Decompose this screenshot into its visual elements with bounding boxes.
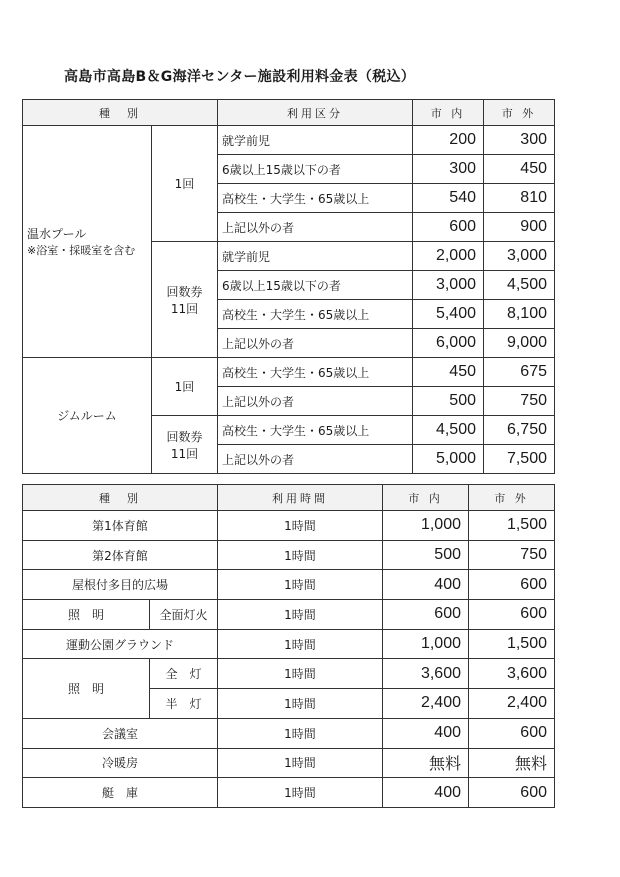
table-row (23, 659, 555, 689)
category-cell: 上記以外の者 (218, 213, 413, 242)
header-nonresident: 市 外 (469, 485, 555, 511)
resident-fee: 400 (383, 718, 469, 748)
table-row (23, 570, 555, 600)
table-row (23, 778, 555, 808)
category-cell: 高校生・大学生・65歳以上 (218, 416, 413, 445)
category-cell: 上記以外の者 (218, 329, 413, 358)
table-header-row (23, 485, 555, 511)
header-resident: 市 内 (383, 485, 469, 511)
nonresident-fee: 600 (469, 778, 555, 808)
facility-sub: 全 灯 (150, 659, 218, 689)
nonresident-fee: 810 (484, 184, 555, 213)
nonresident-fee: 600 (469, 570, 555, 600)
usage-time: 1時間 (218, 748, 383, 778)
facility-name: 艇 庫 (23, 778, 218, 808)
table-row (23, 718, 555, 748)
header-category: 利用区分 (218, 100, 413, 126)
nonresident-fee: 750 (484, 387, 555, 416)
nonresident-fee: 450 (484, 155, 555, 184)
pool-gym-fee-table (22, 99, 555, 474)
nonresident-fee: 1,500 (469, 629, 555, 659)
facility-fee-table (22, 484, 555, 808)
facility-name: 照 明 (23, 600, 150, 630)
usage-time: 1時間 (218, 629, 383, 659)
facility-name: 会議室 (23, 718, 218, 748)
resident-fee: 500 (413, 387, 484, 416)
header-time: 利用時間 (218, 485, 383, 511)
category-cell: 高校生・大学生・65歳以上 (218, 184, 413, 213)
usage-time: 1時間 (218, 718, 383, 748)
resident-fee: 200 (413, 126, 484, 155)
nonresident-fee: 900 (484, 213, 555, 242)
usage-time: 1時間 (218, 689, 383, 719)
pool-single-label: 1回 (152, 126, 218, 242)
nonresident-fee: 8,100 (484, 300, 555, 329)
resident-fee: 1,000 (383, 511, 469, 541)
category-cell: 就学前児 (218, 242, 413, 271)
header-resident: 市 内 (413, 100, 484, 126)
usage-time: 1時間 (218, 600, 383, 630)
category-cell: 高校生・大学生・65歳以上 (218, 358, 413, 387)
facility-name: 照 明 (23, 659, 150, 718)
pool-name: 温水プール (27, 227, 87, 241)
nonresident-fee: 9,000 (484, 329, 555, 358)
resident-fee: 2,000 (413, 242, 484, 271)
table-row (23, 358, 555, 387)
resident-fee: 5,400 (413, 300, 484, 329)
facility-name: 冷暖房 (23, 748, 218, 778)
usage-time: 1時間 (218, 511, 383, 541)
usage-time: 1時間 (218, 659, 383, 689)
facility-name: 第2体育館 (23, 540, 218, 570)
pool-name-cell (23, 126, 152, 358)
resident-fee: 2,400 (383, 689, 469, 719)
resident-fee: 6,000 (413, 329, 484, 358)
nonresident-fee: 600 (469, 718, 555, 748)
category-cell: 上記以外の者 (218, 445, 413, 474)
facility-name: 屋根付多目的広場 (23, 570, 218, 600)
nonresident-fee: 無料 (469, 748, 555, 778)
table-row (23, 511, 555, 541)
resident-fee: 5,000 (413, 445, 484, 474)
nonresident-fee: 675 (484, 358, 555, 387)
resident-fee: 4,500 (413, 416, 484, 445)
nonresident-fee: 1,500 (469, 511, 555, 541)
resident-fee: 無料 (383, 748, 469, 778)
nonresident-fee: 4,500 (484, 271, 555, 300)
resident-fee: 1,000 (383, 629, 469, 659)
nonresident-fee: 6,750 (484, 416, 555, 445)
header-kind: 種 別 (23, 100, 218, 126)
pool-ticket-label: 回数券 11回 (152, 242, 218, 358)
table-row (23, 126, 555, 155)
category-cell: 6歳以上15歳以下の者 (218, 271, 413, 300)
resident-fee: 500 (383, 540, 469, 570)
resident-fee: 400 (383, 570, 469, 600)
gym-name: ジムルーム (23, 358, 152, 474)
header-kind: 種 別 (23, 485, 218, 511)
category-cell: 高校生・大学生・65歳以上 (218, 300, 413, 329)
nonresident-fee: 3,600 (469, 659, 555, 689)
nonresident-fee: 750 (469, 540, 555, 570)
nonresident-fee: 300 (484, 126, 555, 155)
table-row (23, 540, 555, 570)
resident-fee: 450 (413, 358, 484, 387)
nonresident-fee: 3,000 (484, 242, 555, 271)
resident-fee: 400 (383, 778, 469, 808)
resident-fee: 300 (413, 155, 484, 184)
category-cell: 上記以外の者 (218, 387, 413, 416)
usage-time: 1時間 (218, 570, 383, 600)
facility-name: 運動公園グラウンド (23, 629, 218, 659)
header-nonresident: 市 外 (484, 100, 555, 126)
nonresident-fee: 7,500 (484, 445, 555, 474)
facility-name: 第1体育館 (23, 511, 218, 541)
table-row (23, 748, 555, 778)
pool-note: ※浴室・採暖室を含む (27, 244, 136, 257)
resident-fee: 600 (413, 213, 484, 242)
page-title: 高島市高島B＆G海洋センター施設利用料金表（税込） (64, 69, 416, 85)
table-row (23, 629, 555, 659)
resident-fee: 540 (413, 184, 484, 213)
gym-ticket-label: 回数券 11回 (152, 416, 218, 474)
table-row (23, 600, 555, 630)
facility-sub: 全面灯火 (150, 600, 218, 630)
usage-time: 1時間 (218, 778, 383, 808)
resident-fee: 600 (383, 600, 469, 630)
category-cell: 6歳以上15歳以下の者 (218, 155, 413, 184)
resident-fee: 3,600 (383, 659, 469, 689)
facility-sub: 半 灯 (150, 689, 218, 719)
nonresident-fee: 600 (469, 600, 555, 630)
table-header-row (23, 100, 555, 126)
gym-single-label: 1回 (152, 358, 218, 416)
category-cell: 就学前児 (218, 126, 413, 155)
resident-fee: 3,000 (413, 271, 484, 300)
usage-time: 1時間 (218, 540, 383, 570)
nonresident-fee: 2,400 (469, 689, 555, 719)
